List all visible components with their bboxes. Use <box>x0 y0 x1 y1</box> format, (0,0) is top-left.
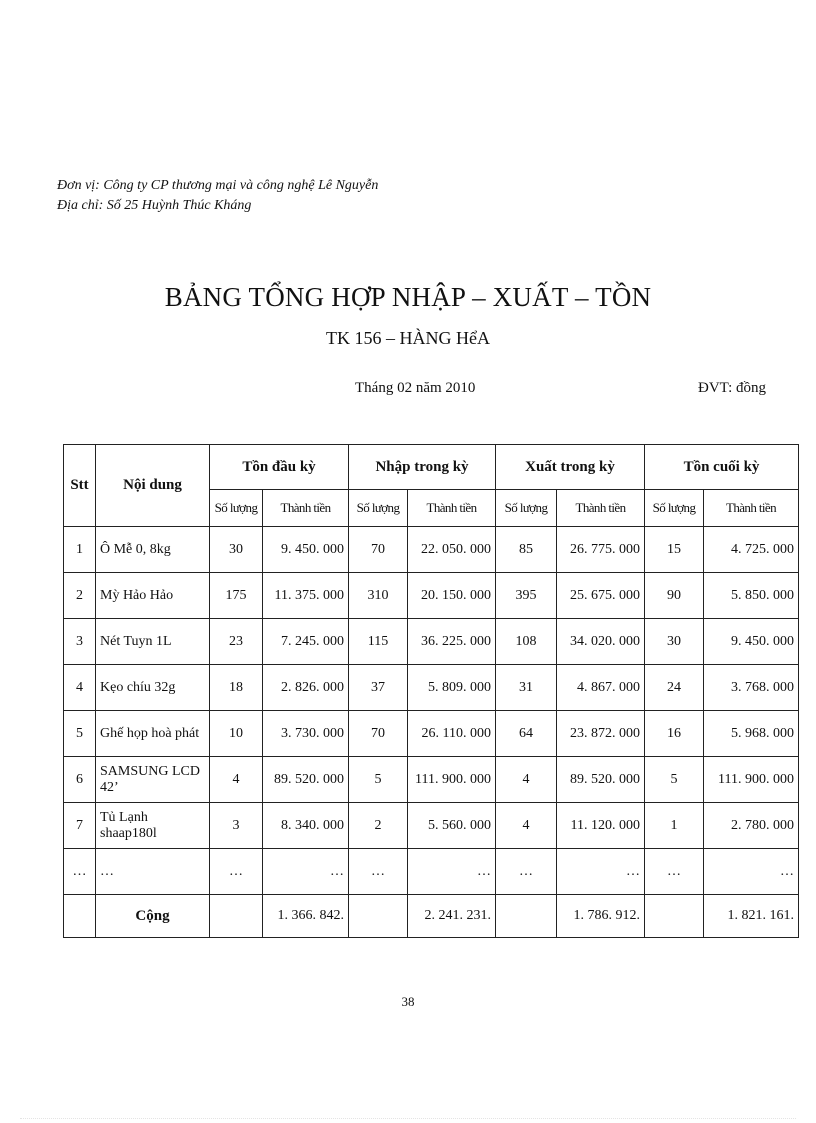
row-quantity: 31 <box>496 665 557 711</box>
row-quantity: … <box>645 849 704 895</box>
row-item-name: Mỳ Hảo Hảo <box>96 573 210 619</box>
row-quantity: 310 <box>349 573 408 619</box>
row-item-name: Kẹo chíu 32g <box>96 665 210 711</box>
row-quantity: 1 <box>645 803 704 849</box>
header-amount: Thành tiền <box>704 490 799 527</box>
page-number: 38 <box>401 994 415 1009</box>
header-closing-balance: Tồn cuối kỳ <box>645 445 799 490</box>
row-stt: 7 <box>64 803 96 849</box>
row-quantity: 10 <box>210 711 263 757</box>
row-amount: 36. 225. 000 <box>408 619 496 665</box>
row-amount: 34. 020. 000 <box>557 619 645 665</box>
row-amount: 5. 809. 000 <box>408 665 496 711</box>
row-quantity: 395 <box>496 573 557 619</box>
table-row <box>64 803 799 849</box>
row-amount: 26. 110. 000 <box>408 711 496 757</box>
row-quantity: 4 <box>210 757 263 803</box>
header-amount: Thành tiền <box>263 490 349 527</box>
row-quantity: 18 <box>210 665 263 711</box>
table-body <box>64 527 799 938</box>
row-amount: 111. 900. 000 <box>408 757 496 803</box>
row-quantity: 175 <box>210 573 263 619</box>
company-unit-line: Đơn vị: Công ty CP thương mại và công nghệ Lê Nguyễn <box>57 178 379 193</box>
row-amount: 5. 560. 000 <box>408 803 496 849</box>
row-amount: 3. 768. 000 <box>704 665 799 711</box>
total-quantity-empty <box>210 895 263 938</box>
header-content: Nội dung <box>96 445 210 527</box>
row-quantity: 70 <box>349 711 408 757</box>
row-amount: 26. 775. 000 <box>557 527 645 573</box>
row-quantity: 64 <box>496 711 557 757</box>
row-stt: 6 <box>64 757 96 803</box>
row-amount: 11. 120. 000 <box>557 803 645 849</box>
header-quantity: Số lượng <box>349 490 408 527</box>
row-amount: 23. 872. 000 <box>557 711 645 757</box>
row-amount: … <box>557 849 645 895</box>
row-stt: 1 <box>64 527 96 573</box>
total-row <box>64 895 799 938</box>
row-amount: 25. 675. 000 <box>557 573 645 619</box>
total-label: Cộng <box>96 895 210 938</box>
row-item-name: Ghế họp hoà phát <box>96 711 210 757</box>
total-amount: 1. 786. 912. <box>557 895 645 938</box>
report-period: Tháng 02 năm 2010 <box>355 380 476 396</box>
row-amount: 2. 826. 000 <box>263 665 349 711</box>
total-quantity-empty <box>645 895 704 938</box>
row-amount: 5. 968. 000 <box>704 711 799 757</box>
row-quantity: 4 <box>496 757 557 803</box>
header-receipts: Nhập trong kỳ <box>349 445 496 490</box>
header-quantity: Số lượng <box>496 490 557 527</box>
table-row <box>64 711 799 757</box>
header-opening-balance: Tồn đầu kỳ <box>210 445 349 490</box>
row-quantity: 70 <box>349 527 408 573</box>
row-stt: … <box>64 849 96 895</box>
header-quantity: Số lượng <box>210 490 263 527</box>
total-amount: 1. 821. 161. <box>704 895 799 938</box>
row-amount: 4. 725. 000 <box>704 527 799 573</box>
total-quantity-empty <box>496 895 557 938</box>
row-item-name: Ô Mễ 0, 8kg <box>96 527 210 573</box>
row-amount: 5. 850. 000 <box>704 573 799 619</box>
row-amount: 2. 780. 000 <box>704 803 799 849</box>
total-empty-cell <box>64 895 96 938</box>
row-quantity: 5 <box>349 757 408 803</box>
total-amount: 1. 366. 842. <box>263 895 349 938</box>
header-issues: Xuất trong kỳ <box>496 445 645 490</box>
row-amount: 89. 520. 000 <box>557 757 645 803</box>
row-amount: 111. 900. 000 <box>704 757 799 803</box>
table-row <box>64 573 799 619</box>
row-amount: … <box>263 849 349 895</box>
row-quantity: 37 <box>349 665 408 711</box>
total-amount: 2. 241. 231. <box>408 895 496 938</box>
row-quantity: 16 <box>645 711 704 757</box>
row-item-name: SAMSUNG LCD 42’ <box>96 757 210 803</box>
header-row-groups <box>64 445 799 490</box>
currency-unit: ĐVT: đồng <box>698 380 766 396</box>
row-quantity: 3 <box>210 803 263 849</box>
row-quantity: 23 <box>210 619 263 665</box>
row-quantity: 24 <box>645 665 704 711</box>
row-amount: … <box>704 849 799 895</box>
row-quantity: 30 <box>210 527 263 573</box>
row-quantity: 85 <box>496 527 557 573</box>
row-quantity: … <box>496 849 557 895</box>
row-quantity: 30 <box>645 619 704 665</box>
row-amount: 4. 867. 000 <box>557 665 645 711</box>
row-item-name: Nét Tuyn 1L <box>96 619 210 665</box>
row-amount: 3. 730. 000 <box>263 711 349 757</box>
row-quantity: 90 <box>645 573 704 619</box>
total-quantity-empty <box>349 895 408 938</box>
report-title: BẢNG TỔNG HỢP NHẬP – XUẤT – TỒN <box>164 282 652 312</box>
row-amount: 9. 450. 000 <box>263 527 349 573</box>
row-quantity: 4 <box>496 803 557 849</box>
row-quantity: … <box>210 849 263 895</box>
row-quantity: 108 <box>496 619 557 665</box>
row-item-name: … <box>96 849 210 895</box>
row-quantity: 2 <box>349 803 408 849</box>
table-row <box>64 757 799 803</box>
header-amount: Thành tiền <box>557 490 645 527</box>
table-row <box>64 527 799 573</box>
report-subtitle: TK 156 – HÀNG HểA <box>326 328 490 348</box>
header-amount: Thành tiền <box>408 490 496 527</box>
row-amount: 89. 520. 000 <box>263 757 349 803</box>
footer-divider <box>20 1118 796 1119</box>
row-amount: 22. 050. 000 <box>408 527 496 573</box>
row-stt: 2 <box>64 573 96 619</box>
row-stt: 5 <box>64 711 96 757</box>
row-amount: 9. 450. 000 <box>704 619 799 665</box>
header-stt: Stt <box>64 445 96 527</box>
row-amount: 11. 375. 000 <box>263 573 349 619</box>
row-stt: 3 <box>64 619 96 665</box>
table-row <box>64 619 799 665</box>
row-item-name: Tủ Lạnh shaap180l <box>96 803 210 849</box>
row-quantity: 5 <box>645 757 704 803</box>
table-row <box>64 665 799 711</box>
row-amount: … <box>408 849 496 895</box>
row-amount: 20. 150. 000 <box>408 573 496 619</box>
row-quantity: 15 <box>645 527 704 573</box>
row-quantity: 115 <box>349 619 408 665</box>
table-row <box>64 849 799 895</box>
row-amount: 8. 340. 000 <box>263 803 349 849</box>
company-address-line: Địa chỉ: Số 25 Huỳnh Thúc Kháng <box>57 198 252 213</box>
row-stt: 4 <box>64 665 96 711</box>
company-info <box>57 176 378 216</box>
row-quantity: … <box>349 849 408 895</box>
row-amount: 7. 245. 000 <box>263 619 349 665</box>
inventory-summary-table <box>63 444 799 938</box>
header-quantity: Số lượng <box>645 490 704 527</box>
